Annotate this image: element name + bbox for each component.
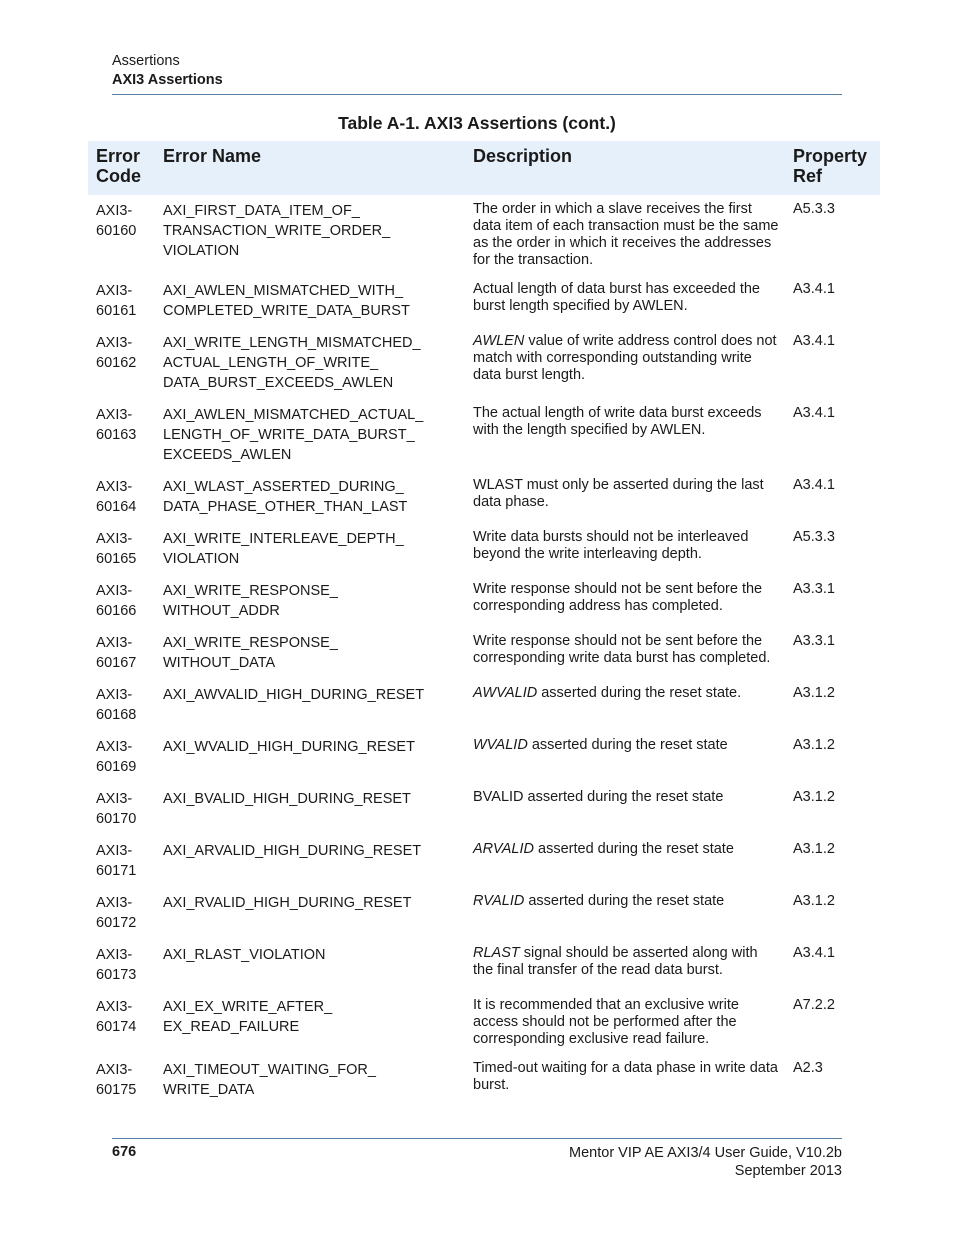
error-code-cell: AXI3- 60169 bbox=[96, 739, 137, 775]
description-cell bbox=[465, 939, 789, 991]
error-code-cell: AXI3- 60170 bbox=[96, 791, 137, 827]
footer-info bbox=[569, 1144, 842, 1180]
page-number: 676 bbox=[112, 1144, 137, 1160]
table-row bbox=[88, 195, 880, 275]
error-name-cell: AXI_WRITE_LENGTH_MISMATCHED_ ACTUAL_LENGTH_OF_WRITE_ DATA_BURST_EXCEEDS_AWLEN bbox=[163, 335, 421, 391]
error-name-cell: AXI_WRITE_RESPONSE_ WITHOUT_DATA bbox=[163, 635, 338, 671]
table-header-row bbox=[88, 141, 880, 195]
property-ref-cell: A3.1.2 bbox=[793, 737, 835, 753]
error-code-cell: AXI3- 60160 bbox=[96, 203, 137, 239]
description-text: Write response should not be sent before the corresponding address has completed. bbox=[473, 581, 763, 614]
table-row bbox=[88, 835, 880, 887]
description-text: The order in which a slave receives the first data item of each transaction must be the same as the order in which it receives the addresses for the transaction. bbox=[473, 201, 779, 268]
property-ref-cell: A3.4.1 bbox=[793, 405, 835, 421]
error-name-cell: AXI_BVALID_HIGH_DURING_RESET bbox=[163, 791, 411, 807]
error-name-cell: AXI_RVALID_HIGH_DURING_RESET bbox=[163, 895, 412, 911]
description-text: Timed-out waiting for a data phase in write data burst. bbox=[473, 1060, 778, 1093]
error-code-cell: AXI3- 60163 bbox=[96, 407, 137, 443]
header-section: Assertions bbox=[112, 53, 180, 69]
property-ref-cell: A7.2.2 bbox=[793, 997, 835, 1013]
table-row bbox=[88, 991, 880, 1054]
property-ref-cell: A3.4.1 bbox=[793, 333, 835, 349]
col-header-property-ref: Property Ref bbox=[789, 141, 880, 195]
error-name-cell: AXI_WVALID_HIGH_DURING_RESET bbox=[163, 739, 415, 755]
header-subsection: AXI3 Assertions bbox=[112, 72, 223, 88]
description-cell bbox=[465, 195, 789, 275]
table-row bbox=[88, 679, 880, 731]
description-text: asserted during the reset state bbox=[527, 737, 728, 753]
error-code-cell: AXI3- 60175 bbox=[96, 1062, 137, 1098]
table-row bbox=[88, 731, 880, 783]
footer-title: Mentor VIP AE AXI3/4 User Guide, V10.2b bbox=[569, 1145, 842, 1161]
table-row bbox=[88, 887, 880, 939]
property-ref-cell: A2.3 bbox=[793, 1060, 823, 1076]
error-code-cell: AXI3- 60174 bbox=[96, 999, 137, 1035]
error-name-cell: AXI_AWLEN_MISMATCHED_ACTUAL_ LENGTH_OF_WRITE_DATA_BURST_ EXCEEDS_AWLEN bbox=[163, 407, 424, 463]
error-code-cell: AXI3- 60161 bbox=[96, 283, 137, 319]
description-text: value of write address control does not match with corresponding outstanding write data burst length. bbox=[473, 333, 777, 383]
description-signal: AWLEN bbox=[473, 333, 525, 349]
footer-date: September 2013 bbox=[734, 1163, 842, 1179]
description-cell bbox=[465, 399, 789, 471]
property-ref-cell: A5.3.3 bbox=[793, 201, 835, 217]
error-name-cell: AXI_WRITE_RESPONSE_ WITHOUT_ADDR bbox=[163, 583, 338, 619]
table-row bbox=[88, 627, 880, 679]
description-cell bbox=[465, 627, 789, 679]
error-code-cell: AXI3- 60162 bbox=[96, 335, 137, 371]
header-rule bbox=[112, 94, 842, 95]
col-header-error-name: Error Name bbox=[155, 141, 465, 195]
property-ref-cell: A3.4.1 bbox=[793, 477, 835, 493]
property-ref-cell: A3.1.2 bbox=[793, 893, 835, 909]
property-ref-cell: A3.3.1 bbox=[793, 581, 835, 597]
description-cell bbox=[465, 731, 789, 783]
description-text: asserted during the reset state bbox=[534, 841, 734, 857]
description-text: BVALID asserted during the reset state bbox=[473, 789, 724, 805]
table-row bbox=[88, 1054, 880, 1106]
error-name-cell: AXI_AWVALID_HIGH_DURING_RESET bbox=[163, 687, 425, 703]
property-ref-cell: A3.1.2 bbox=[793, 789, 835, 805]
description-text: asserted during the reset state. bbox=[537, 685, 742, 701]
table-row bbox=[88, 471, 880, 523]
property-ref-cell: A3.1.2 bbox=[793, 841, 835, 857]
error-code-cell: AXI3- 60173 bbox=[96, 947, 137, 983]
description-text: It is recommended that an exclusive write access should not be performed after the corresponding exclusive read failure. bbox=[473, 997, 739, 1047]
error-code-cell: AXI3- 60165 bbox=[96, 531, 137, 567]
table-caption: Table A-1. AXI3 Assertions (cont.) bbox=[338, 113, 616, 133]
error-name-cell: AXI_TIMEOUT_WAITING_FOR_ WRITE_DATA bbox=[163, 1062, 376, 1098]
col-header-description: Description bbox=[465, 141, 789, 195]
table-row bbox=[88, 523, 880, 575]
property-ref-cell: A3.1.2 bbox=[793, 685, 835, 701]
description-signal: RLAST bbox=[473, 945, 520, 961]
table-row bbox=[88, 327, 880, 399]
error-code-cell: AXI3- 60168 bbox=[96, 687, 137, 723]
error-code-cell: AXI3- 60172 bbox=[96, 895, 137, 931]
footer-rule bbox=[112, 1138, 842, 1139]
table-row bbox=[88, 399, 880, 471]
error-name-cell: AXI_ARVALID_HIGH_DURING_RESET bbox=[163, 843, 422, 859]
assertions-table bbox=[88, 141, 880, 1106]
description-signal: WVALID bbox=[473, 737, 528, 753]
running-header bbox=[112, 52, 223, 90]
table-row bbox=[88, 275, 880, 327]
description-signal: AWVALID bbox=[473, 685, 538, 701]
description-text: Write response should not be sent before the corresponding write data burst has completed. bbox=[473, 633, 771, 666]
description-text: WLAST must only be asserted during the last data phase. bbox=[473, 477, 764, 510]
error-name-cell: AXI_WRITE_INTERLEAVE_DEPTH_ VIOLATION bbox=[163, 531, 404, 567]
error-code-cell: AXI3- 60166 bbox=[96, 583, 137, 619]
description-cell bbox=[465, 471, 789, 523]
description-cell bbox=[465, 575, 789, 627]
error-code-cell: AXI3- 60167 bbox=[96, 635, 137, 671]
description-cell bbox=[465, 523, 789, 575]
error-name-cell: AXI_FIRST_DATA_ITEM_OF_ TRANSACTION_WRITE_ORDER_ VIOLATION bbox=[163, 203, 391, 259]
description-signal: ARVALID bbox=[473, 841, 534, 857]
error-code-cell: AXI3- 60164 bbox=[96, 479, 137, 515]
description-text: signal should be asserted along with the final transfer of the read data burst. bbox=[473, 945, 758, 978]
table-row bbox=[88, 575, 880, 627]
property-ref-cell: A3.4.1 bbox=[793, 281, 835, 297]
error-name-cell: AXI_RLAST_VIOLATION bbox=[163, 947, 326, 963]
description-text: Write data bursts should not be interleaved beyond the write interleaving depth. bbox=[473, 529, 749, 562]
description-text: Actual length of data burst has exceeded the burst length specified by AWLEN. bbox=[473, 281, 760, 314]
description-cell bbox=[465, 679, 789, 731]
col-header-error-code: Error Code bbox=[88, 141, 155, 195]
error-code-cell: AXI3- 60171 bbox=[96, 843, 137, 879]
description-signal: RVALID bbox=[473, 893, 525, 909]
error-name-cell: AXI_EX_WRITE_AFTER_ EX_READ_FAILURE bbox=[163, 999, 333, 1035]
property-ref-cell: A5.3.3 bbox=[793, 529, 835, 545]
description-cell bbox=[465, 991, 789, 1054]
error-name-cell: AXI_WLAST_ASSERTED_DURING_ DATA_PHASE_OTHER_THAN_LAST bbox=[163, 479, 408, 515]
description-text: The actual length of write data burst exceeds with the length specified by AWLEN. bbox=[473, 405, 762, 438]
description-cell bbox=[465, 835, 789, 887]
description-cell bbox=[465, 783, 789, 835]
description-cell bbox=[465, 1054, 789, 1106]
description-cell bbox=[465, 327, 789, 399]
description-text: asserted during the reset state bbox=[524, 893, 725, 909]
description-cell bbox=[465, 275, 789, 327]
table-row bbox=[88, 783, 880, 835]
error-name-cell: AXI_AWLEN_MISMATCHED_WITH_ COMPLETED_WRITE_DATA_BURST bbox=[163, 283, 410, 319]
table-row bbox=[88, 939, 880, 991]
property-ref-cell: A3.3.1 bbox=[793, 633, 835, 649]
property-ref-cell: A3.4.1 bbox=[793, 945, 835, 961]
description-cell bbox=[465, 887, 789, 939]
